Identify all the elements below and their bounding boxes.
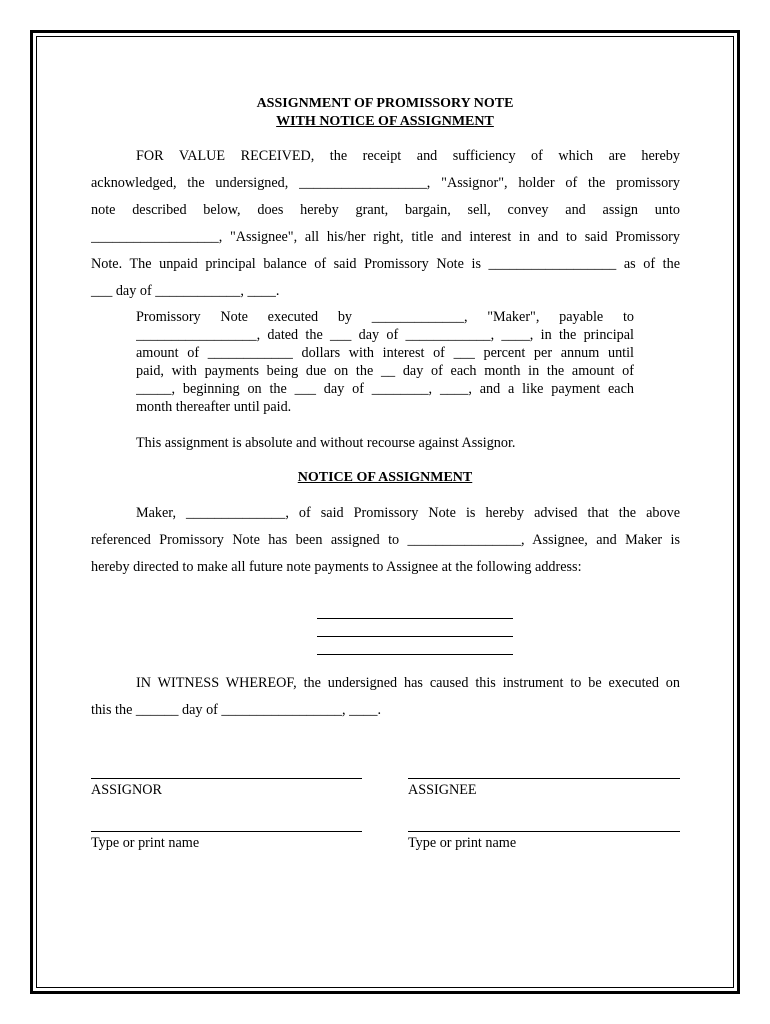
witness-line1: IN WITNESS WHEREOF, the undersigned has caused this instrument to be executed on [136,675,680,691]
absolute-statement: This assignment is absolute and without recourse against Assignor. [136,435,516,451]
note-line1: Promissory Note executed by _____________, "Maker", payable to [136,309,634,325]
para2-line1: Maker, ______________, of said Promissory Note is hereby advised that the above [136,505,680,521]
assignee-name-label: Type or print name [408,835,517,851]
address-line-2 [317,636,513,637]
para1-line4: __________________, "Assignee", all his/her right, title and interest in and to said Promissory [91,229,680,245]
assignor-name-label: Type or print name [91,835,200,851]
note-line4: paid, with payments being due on the __ day of each month in the amount of [136,363,634,379]
note-line5: _____, beginning on the ___ day of ________, ____, and a like payment each [136,381,634,397]
para1-line6: ___ day of ____________, ____. [91,283,280,299]
assignor-signature-line [91,778,362,779]
witness-line2: this the ______ day of _________________, ____. [91,702,382,718]
assignor-label: ASSIGNOR [91,782,162,798]
para2-line2: referenced Promissory Note has been assigned to ________________, Assignee, and Maker is [91,532,680,548]
address-line-3 [317,654,513,655]
assignee-label: ASSIGNEE [408,782,477,798]
address-line-1 [317,618,513,619]
document-title-line2: WITH NOTICE OF ASSIGNMENT [276,114,494,129]
assignee-signature-line [408,778,680,779]
note-line2: _________________, dated the ___ day of ____________, ____, in the principal [136,327,634,343]
para1-line3: note described below, does hereby grant, bargain, sell, convey and assign unto [91,202,680,218]
note-line6: month thereafter until paid. [136,399,292,415]
assignee-name-line [408,831,680,832]
para1-line5: Note. The unpaid principal balance of said Promissory Note is __________________ as of the [91,256,680,272]
para1-line2: acknowledged, the undersigned, __________________, "Assignor", holder of the promissory [91,175,680,191]
para1-line1: FOR VALUE RECEIVED, the receipt and sufficiency of which are hereby [136,148,680,164]
note-line3: amount of ____________ dollars with interest of ___ percent per annum until [136,345,634,361]
assignor-name-line [91,831,362,832]
para2-line3: hereby directed to make all future note payments to Assignee at the following address: [91,559,582,575]
document-title-line1: ASSIGNMENT OF PROMISSORY NOTE [256,96,514,111]
notice-heading: NOTICE OF ASSIGNMENT [297,470,473,485]
